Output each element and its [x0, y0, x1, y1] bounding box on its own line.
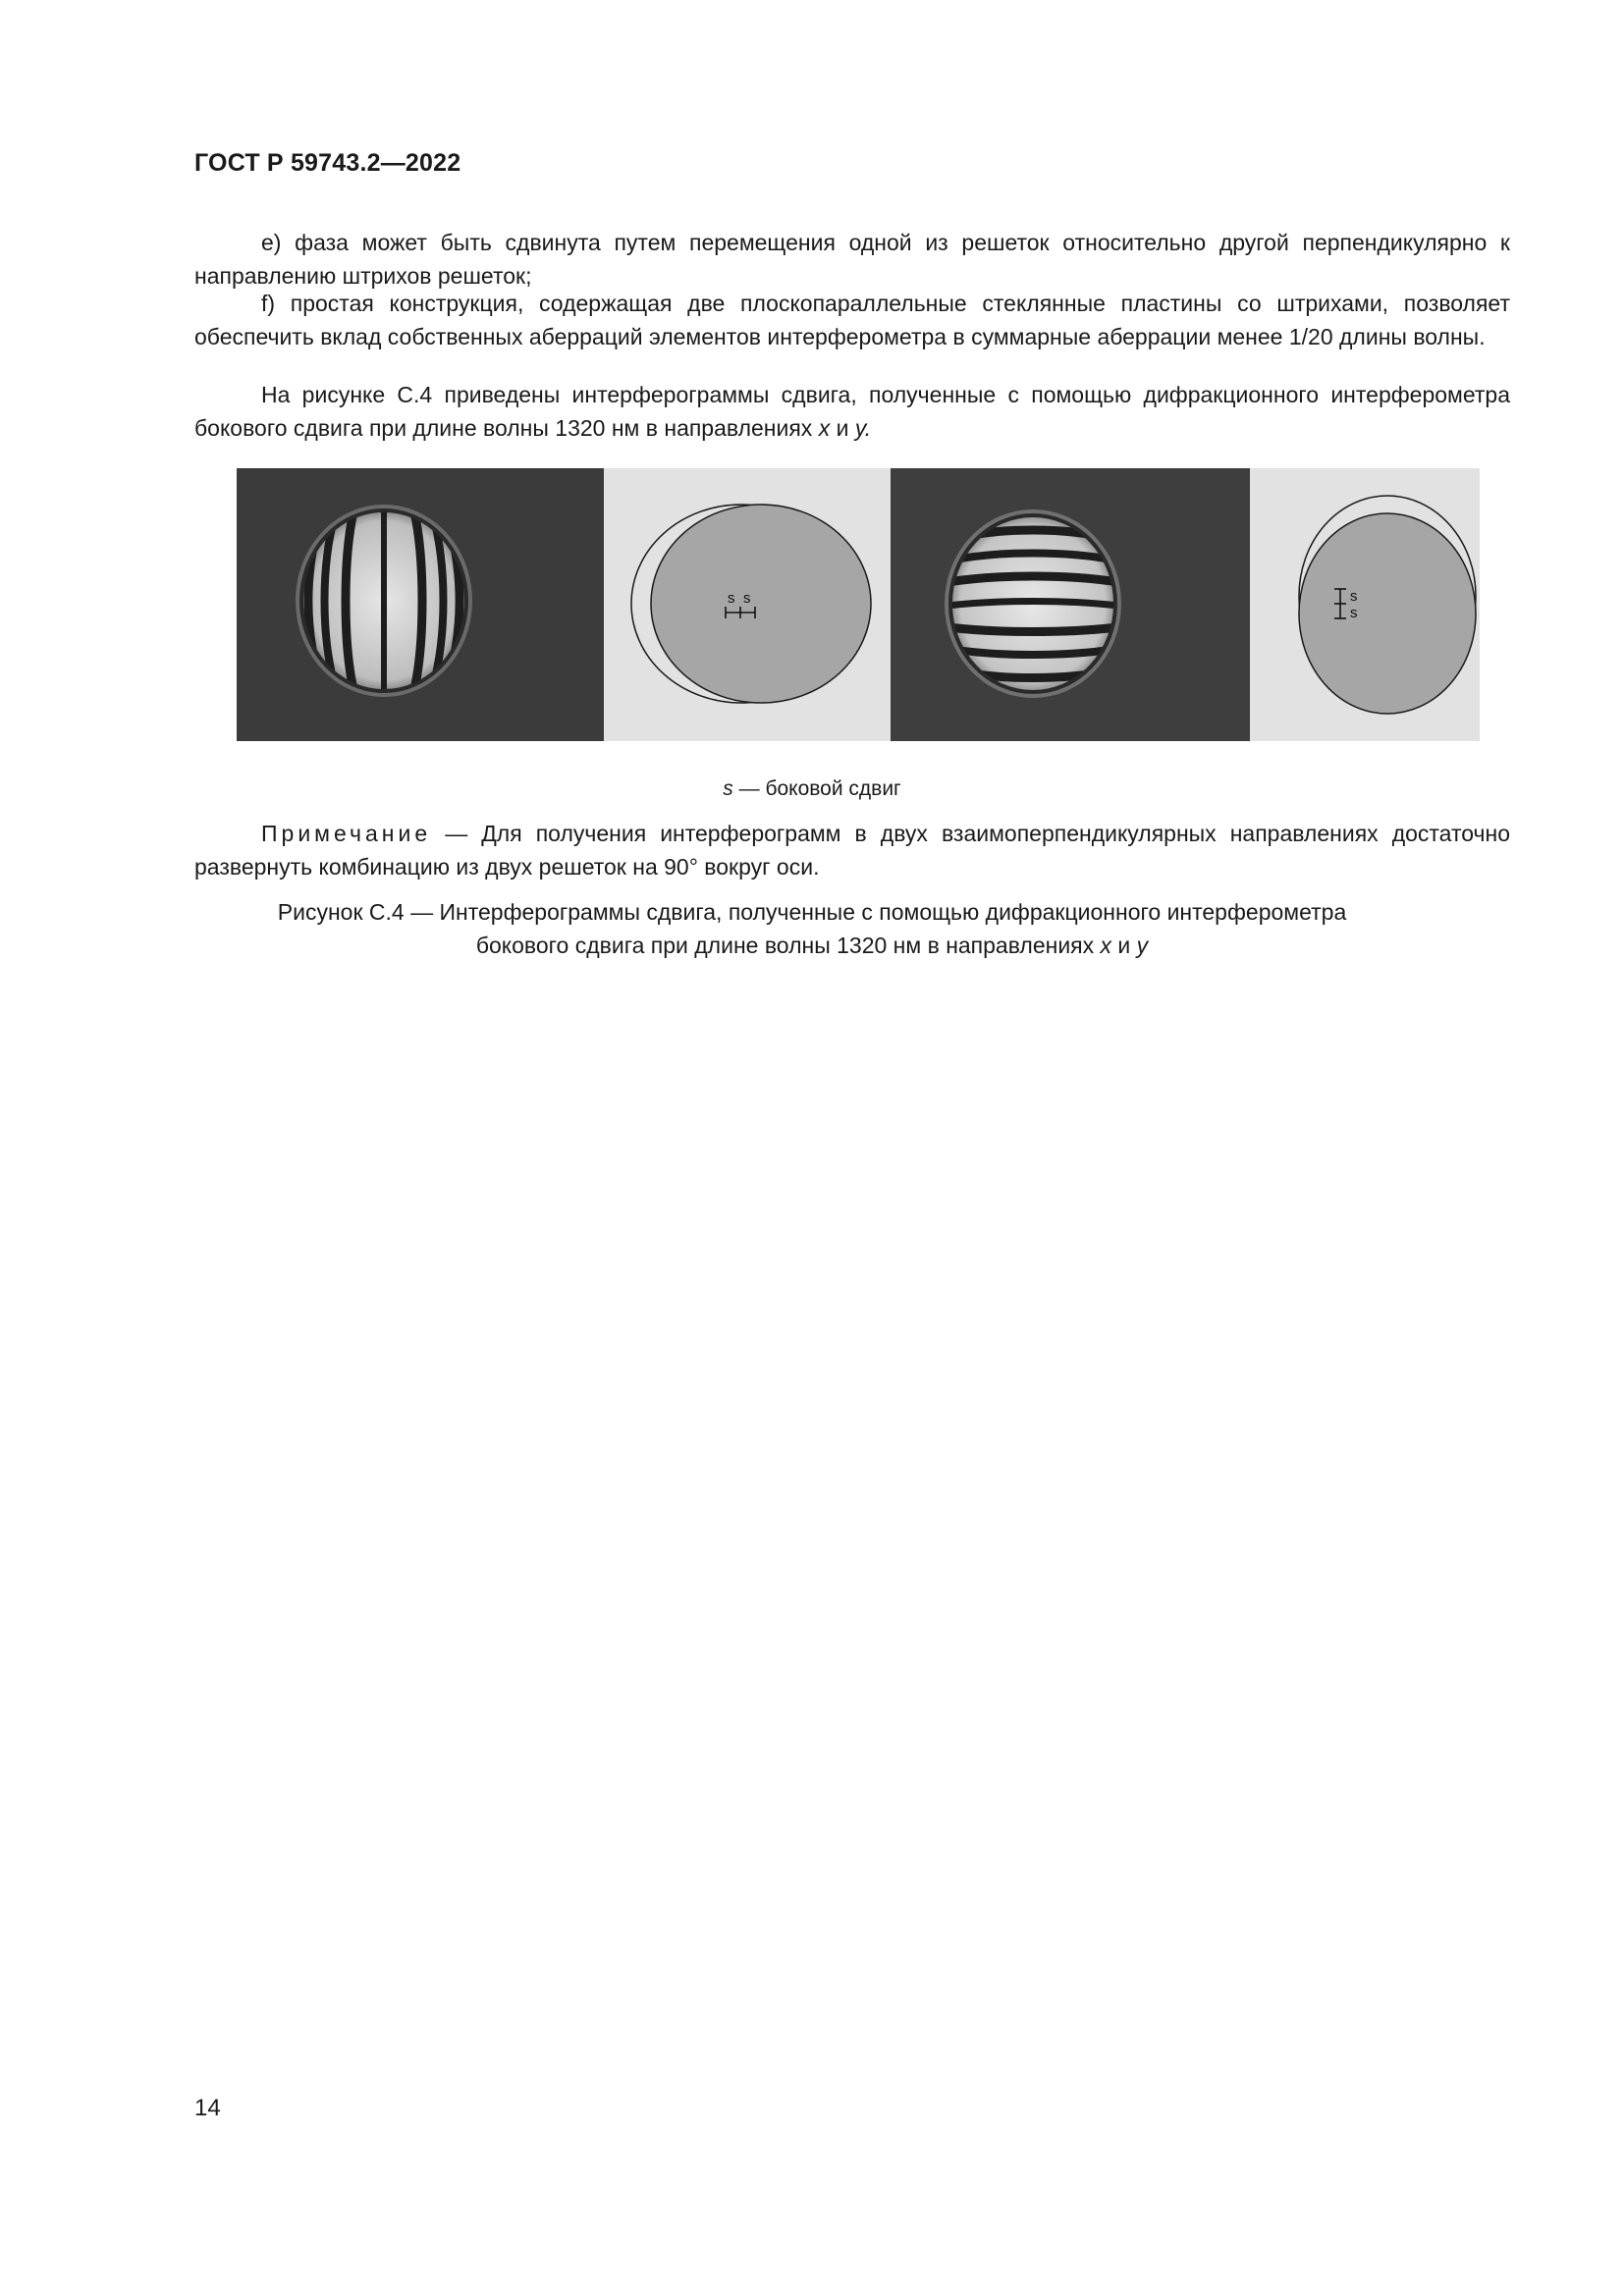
note-label: Примечание	[261, 821, 432, 846]
paragraph-figure-intro	[194, 378, 1510, 445]
caption-line-2-text: бокового сдвига при длине волны 1320 нм в направлениях	[475, 933, 1095, 958]
shear-diagram-y	[1250, 468, 1480, 741]
caption-conjunction: и	[1117, 933, 1131, 958]
paragraph-e-text: е) фаза может быть сдвинута путем перемещения одной из решеток относительно другой перпендикулярно к направлению штрихов решеток;	[194, 230, 1510, 289]
shear-diagram-y-svg	[1250, 468, 1480, 741]
caption-direction-x: х	[1100, 933, 1112, 958]
caption-line-2	[0, 929, 1624, 962]
caption-line-1: Рисунок С.4 — Интерферограммы сдвига, полученные с помощью дифракционного интерферометра	[277, 899, 1347, 925]
shear-label: s	[1350, 588, 1358, 605]
shear-diagram-x-svg	[604, 468, 891, 741]
interferogram-x-svg	[237, 468, 604, 741]
paragraph-f	[194, 287, 1510, 353]
conjunction: и	[836, 415, 849, 441]
sheared-wavefront-circle	[1299, 513, 1476, 714]
shear-label: s	[743, 590, 751, 607]
interferogram-y-photo	[891, 468, 1250, 741]
shear-diagram-x	[604, 468, 891, 741]
caption-direction-y: у	[1136, 933, 1149, 958]
paragraph-e	[194, 226, 1510, 293]
figure-note-text	[194, 817, 1510, 883]
shear-label: s	[1350, 605, 1358, 621]
direction-x: х	[818, 415, 831, 441]
legend-symbol: s	[723, 777, 733, 800]
figure-legend	[0, 777, 1624, 801]
document-header: ГОСТ Р 59743.2—2022	[194, 149, 461, 177]
figure-c4	[237, 468, 1480, 741]
direction-y: у.	[854, 415, 872, 441]
interferogram-y-svg	[891, 468, 1250, 741]
shear-label: s	[728, 590, 735, 607]
sheared-wavefront-circle	[651, 505, 871, 703]
figure-caption	[0, 895, 1624, 962]
paragraph-figure-intro-text	[194, 378, 1510, 445]
note-body: — Для получения интерферограмм в двух взаимоперпендикулярных направлениях достаточно развернуть комбинацию из двух решеток на 90° вокруг оси.	[194, 821, 1511, 880]
legend-text: — боковой сдвиг	[738, 777, 901, 800]
intro-text: На рисунке С.4 приведены интерферограммы сдвига, полученные с помощью дифракционного интерферометра бокового сдвига при длине волны 1320 нм в направлениях	[194, 382, 1510, 441]
paragraph-f-text: f) простая конструкция, содержащая две плоскопараллельные стеклянные пластины со штрихами, позволяет обеспечить вклад собственных аберраций элементов интерферометра в суммарные аберрации менее 1/20 длины волны.	[194, 291, 1510, 349]
interferogram-x-photo	[237, 468, 604, 741]
page-number: 14	[194, 2095, 221, 2121]
figure-note	[194, 817, 1510, 883]
